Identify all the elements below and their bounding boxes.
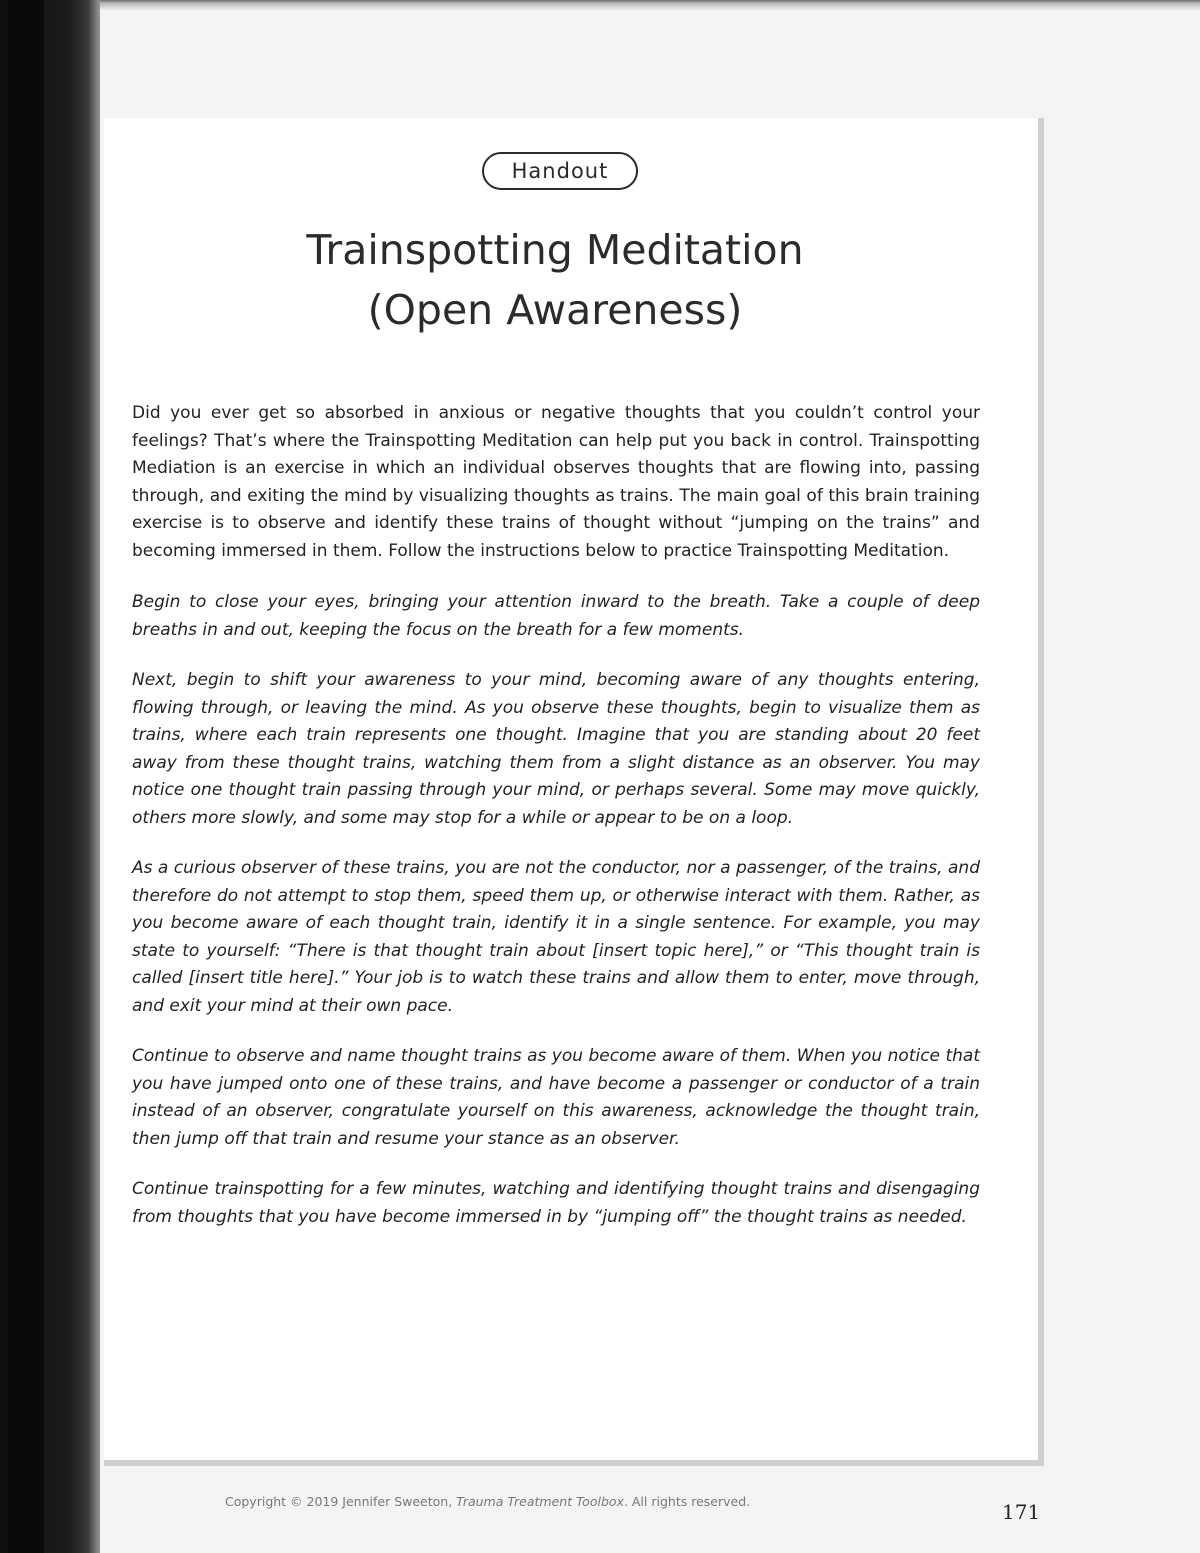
instruction-paragraph-3: As a curious observer of these trains, you are not the conductor, nor a passenger, of the trains, and therefore do not attempt to stop them, speed them up, or otherwise interact with them. Rather, as you become aware of each thought train, identify it in a single sentence. For example, you may state to yourself: “There is that thought train about [insert topic here],” or “This thought train is called [insert title here].” Your job is to watch these trains and allow them to enter, move through, and exit your mind at their own pace. [132,858,980,1016]
handout-body [132,400,980,1254]
copyright-text: Copyright © 2019 Jennifer Sweeton, [225,1494,457,1509]
instruction-paragraph-5: Continue trainspotting for a few minutes, watching and identifying thought trains and disengaging from thoughts that you have become immersed in by “jumping off” the thought trains as needed. [132,1179,980,1227]
intro-paragraph: Did you ever get so absorbed in anxious or negative thoughts that you couldn’t control your feelings? That’s where the Trainspotting Meditation can help put you back in control. Trainspotting Mediation is an exercise in which an individual observes thoughts that are flowing into, passing through, and exiting the mind by visualizing thoughts as trains. The main goal of this brain training exercise is to observe and identify these trains of thought without “jumping on the trains” and becoming immersed in them. Follow the instructions below to practice Trainspotting Meditation. [132,403,980,561]
title-line-1: Trainspotting Meditation [306,226,804,274]
rights-text: . All rights reserved. [623,1494,751,1509]
page-top-shadow [100,0,1200,10]
instruction-paragraph-1: Begin to close your eyes, bringing your attention inward to the breath. Take a couple of deep breaths in and out, keeping the focus on the breath for a few moments. [132,592,980,640]
book-binding-edge [8,0,44,1553]
page-title [200,220,910,340]
book-title: Trauma Treatment Toolbox [456,1494,624,1509]
instruction-paragraph-4: Continue to observe and name thought trains as you become aware of them. When you notice that you have jumped onto one of these trains, and have become a passenger or conductor of a train instead of an observer, congratulate yourself on this awareness, acknowledge the thought train, then jump off that train and resume your stance as an observer. [132,1046,980,1149]
handout-badge: Handout [482,152,638,190]
copyright-footer [225,1494,865,1509]
title-line-2: (Open Awareness) [367,286,743,334]
instruction-paragraph-2: Next, begin to shift your awareness to your mind, becoming aware of any thoughts entering, flowing through, or leaving the mind. As you observe these thoughts, begin to visualize them as trains, where each train represents one thought. Imagine that you are standing about 20 feet away from these thought trains, watching them from a slight distance as an observer. You may notice one thought train passing through your mind, or perhaps several. Some may move quickly, others more slowly, and some may stop for a while or appear to be on a loop. [132,670,980,828]
page-number: 171 [1002,1500,1041,1524]
